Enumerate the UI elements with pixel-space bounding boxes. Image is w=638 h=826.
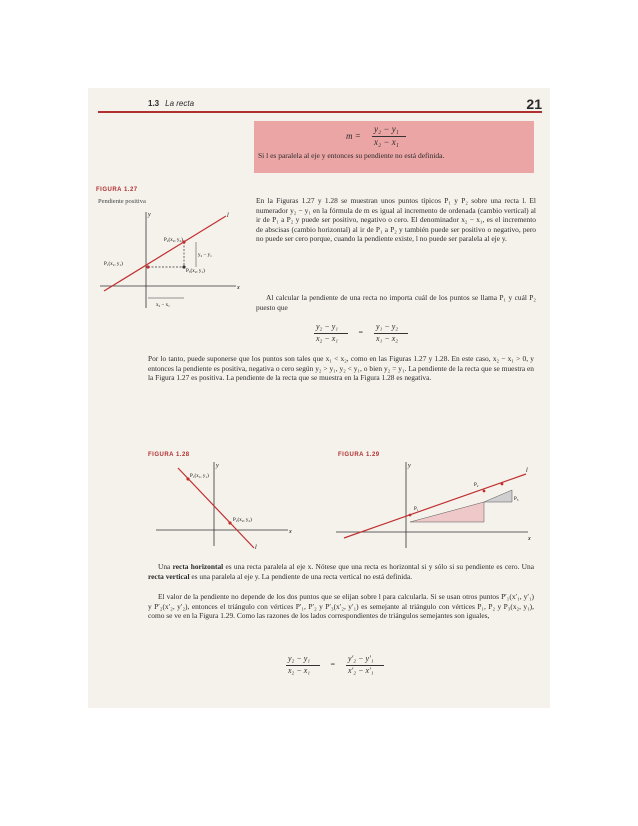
y-axis-label: y [148,212,151,218]
definition-box [254,121,534,173]
x-axis-label: x [289,529,292,535]
figure-129-graph [334,460,534,552]
x-axis-label: x [528,536,531,542]
x-axis-label: x [237,285,240,291]
p1-label: P₁(x₁, y₁) [190,474,209,479]
formula3-d1: x₂ − x₁ [288,666,311,675]
run-label: x₂ − x₁ [156,303,170,308]
p2-label: P₂(x₂, y₂) [164,238,183,243]
line-l [178,468,254,548]
para4-text-e: es una paralela al eje y. La pendiente de una recta vertical no está definida. [189,571,413,581]
formula2-n2: y₁ − y₂ [376,322,399,331]
figure-129-label: FIGURA 1.29 [338,452,380,458]
formula2-eq: = [358,328,364,337]
point-p2 [182,240,185,243]
paragraph-2: Al calcular la pendiente de una recta no importa cuál de los puntos se llama P₁ y cuál P₂ puesto que [256,293,536,312]
formula3-n2: y′₂ − y′₁ [348,654,374,663]
figure-128-label: FIGURA 1.28 [148,452,190,458]
p2-label: P₂(x₂, y₂) [233,518,252,523]
textbook-page [88,88,550,708]
section-header [148,99,194,108]
point-p2 [228,521,231,524]
figure-128-graph [154,460,294,552]
section-number: 1.3 [148,99,160,108]
line-label: l [255,545,257,551]
point-p1 [146,265,149,268]
p3-label: P₃(x₂, y₁) [186,269,205,274]
definition-note: Si l es paralela al eje y entonces su pendiente no está definida. [258,151,445,160]
large-triangle [410,502,484,522]
paragraph-4 [148,562,534,581]
y-axis-label: y [216,463,219,469]
term-vertical-line: recta vertical [148,571,190,581]
formula2-n1: y₂ − y₁ [316,322,339,331]
formula2-d2: x₁ − x₂ [376,334,399,343]
point-p2-prime [501,483,504,486]
symmetry-formula [312,322,452,348]
point-p1 [409,514,412,517]
page-number: 21 [526,96,542,112]
paragraph-5: El valor de la pendiente no depende de los dos puntos que se elijan sobre l para calcularla. Si se usan otros puntos P′₁(x′₁, y′₁) y P′₂(x′₂, y′₂), entonces el triángulo con vértices P′₁, P′₂ y P′₃(x′₂, y′₁) es semejante al triángulo con vértices P₁, P₂ y P₃(x₂, y₁), como se ve en la Figura 1.29. Como las razones de los lados correspondientes de triángulos semejantes son iguales, [148,592,534,621]
p3-label: P₃ [514,497,519,502]
point-p2 [483,490,486,493]
paragraph-1: En la Figuras 1.27 y 1.28 se muestran unos puntos típicos P₁ y P₂ sobre una recta l. El numerador y₂ − y₁ en la fórmula de m es igual al incremento de ordenada (cambio vertical) al ir de P₁ a P₂ y puede ser positivo, negativo o cero. El denominador x₂ − x₁, es el incremento de abscisas (cambio horizontal) al ir de P₁ a P₂ y también puede ser positivo o negativo, pero no puede ser cero porque, cuando la pendiente existe, l no puede ser paralela al eje y. [256,196,536,244]
para4-text-a: Una [158,562,173,571]
figure-127-caption: Pendiente positiva [98,198,146,205]
para4-text-c: es una recta paralela al eje x. Nótese que una recta es horizontal si y sólo si su pendiente es cero. Una [223,562,534,571]
similar-triangles-formula [282,654,432,680]
formula3-eq: = [330,660,336,669]
p1-label: P₁(x₁, y₁) [104,262,123,267]
p2-label: P₂ [474,483,479,488]
line-l [344,474,526,538]
formula3-d2: x′₂ − x′₁ [348,666,374,675]
formula2-d1: x₂ − x₁ [316,334,339,343]
slope-symbol: m = [346,131,361,141]
figure-127-label: FIGURA 1.27 [96,187,138,193]
line-label: l [526,468,528,474]
y-axis-label: y [408,463,411,469]
formula-numerator: y₂ − y₁ [374,124,399,134]
paragraph-3: Por lo tanto, puede suponerse que los puntos son tales que x₁ < x₂, como en las Figuras 1.27 y 1.28. En este caso, x₂ − x₁ > 0, y entonces la pendiente es positiva, negativa o cero según y₂ > y₁, y₂ < y₁, o bien y₂ = y₁. La pendiente de la recta que se muestra en la Figura 1.27 es positiva. La pendiente de la recta que se muestra en la Figura 1.28 es negativa. [148,354,534,383]
header-rule [98,111,542,113]
small-triangle [484,490,512,502]
line-label: l [227,213,229,219]
p1-label: P₁ [414,507,419,512]
section-title: La recta [165,99,195,108]
formula-denominator: x₂ − x₁ [374,137,399,147]
formula3-n1: y₂ − y₁ [288,654,311,663]
figure-127-graph [96,208,244,318]
term-horizontal-line: recta horizontal [172,562,224,571]
rise-label: y₂ − y₁ [198,253,212,258]
